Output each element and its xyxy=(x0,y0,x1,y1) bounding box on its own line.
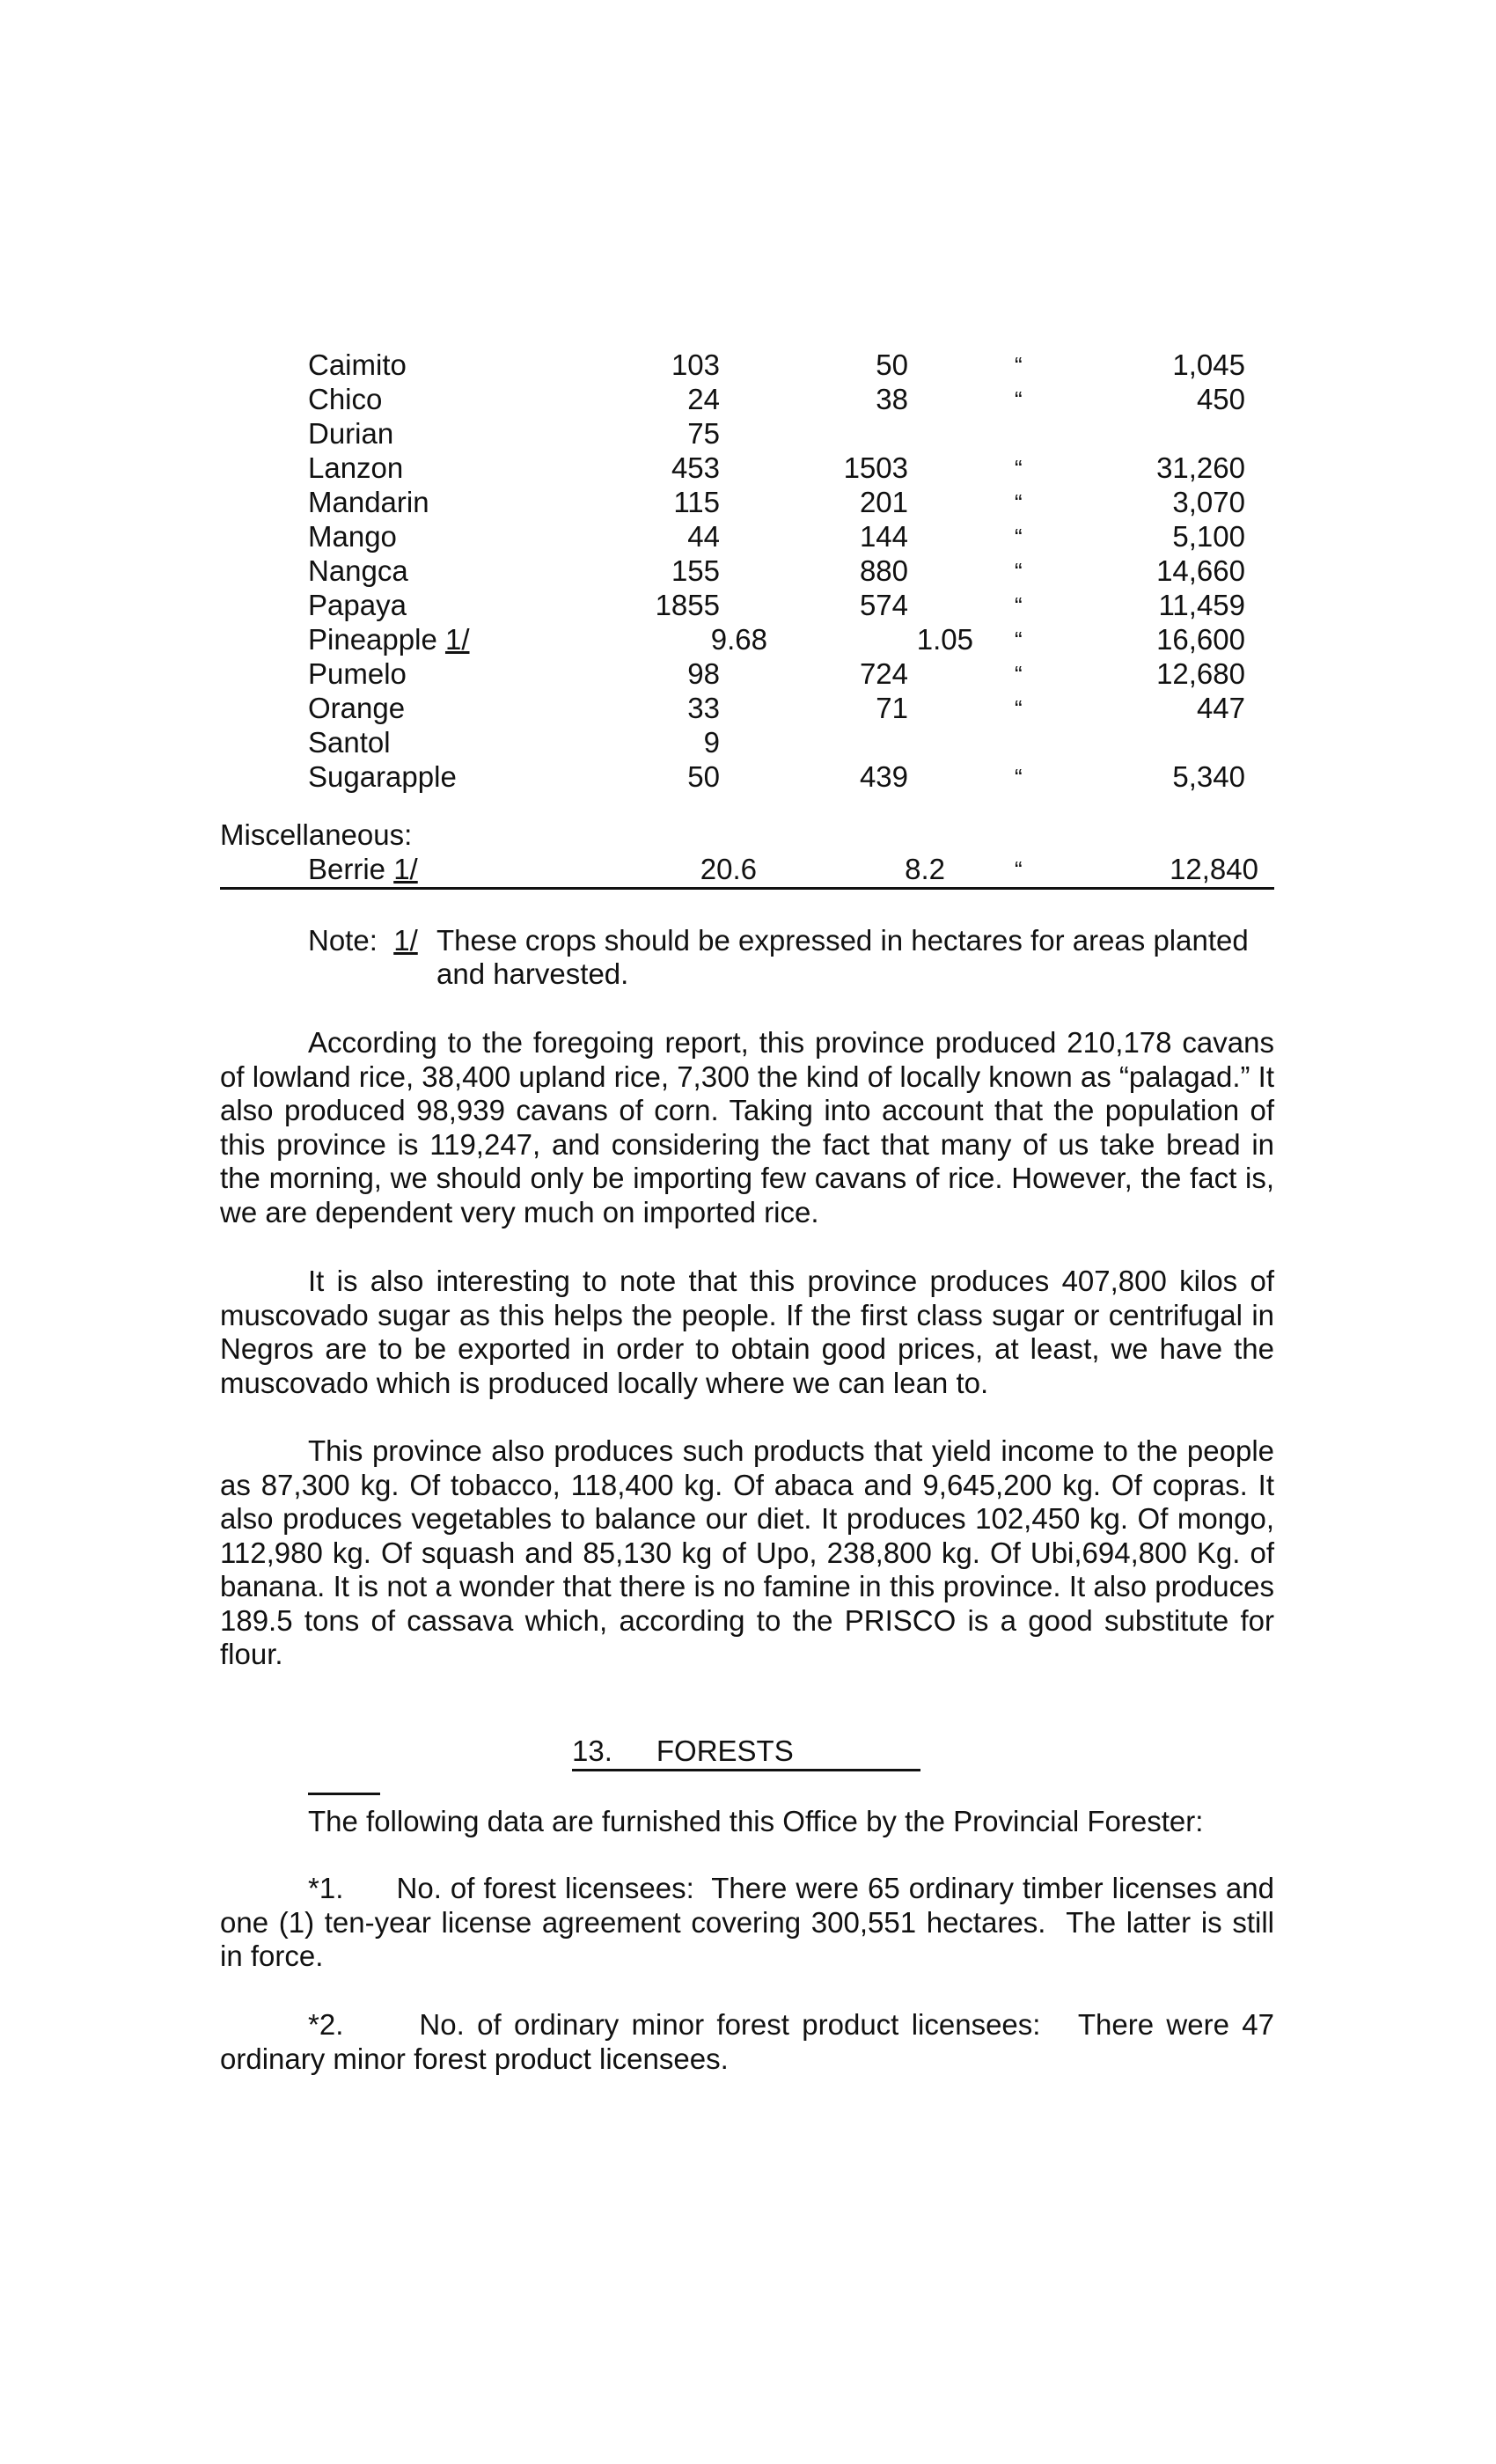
area-planted: 44 xyxy=(687,520,720,553)
forest-item-1: *1. No. of forest licensees: There were 65 ordinary timber licenses and one (1) ten-year license agreement covering 300,551 hectares. The latter is still in force. xyxy=(220,1872,1283,1972)
area-harvested: 201 xyxy=(859,486,908,518)
crop-name: Nangca xyxy=(308,554,408,587)
area-planted: 20.6 xyxy=(700,853,757,885)
note-footnote-ref: 1/ xyxy=(393,924,418,957)
crop-name: Pineapple xyxy=(308,623,437,656)
production: 16,600 xyxy=(1156,623,1245,656)
crop-name: Chico xyxy=(308,383,383,415)
area-harvested: 50 xyxy=(876,348,908,381)
crop-name: Pumelo xyxy=(308,657,407,690)
crop-name: Mango xyxy=(308,520,397,553)
note-label-text: Note: xyxy=(308,924,378,957)
area-harvested: 1.05 xyxy=(916,623,973,656)
area-planted: 155 xyxy=(671,554,720,587)
ditto-mark: “ xyxy=(1015,856,1023,883)
area-planted: 98 xyxy=(687,657,720,690)
crop-name: Berrie xyxy=(308,853,386,885)
ditto-mark: “ xyxy=(1015,695,1023,722)
area-harvested: 144 xyxy=(859,520,908,553)
production: 12,840 xyxy=(1170,853,1258,885)
crop-name: Durian xyxy=(308,417,394,450)
footnote-ref: 1/ xyxy=(444,623,470,656)
production: 3,070 xyxy=(1172,486,1245,518)
production: 447 xyxy=(1196,692,1245,724)
ditto-mark: “ xyxy=(1015,352,1023,378)
forest-item-2: *2. No. of ordinary minor forest product licensees: There were 47 ordinary minor forest product licensees. xyxy=(220,2008,1283,2075)
area-planted: 453 xyxy=(671,451,720,484)
area-planted: 33 xyxy=(687,692,720,724)
section-heading xyxy=(572,1734,920,1771)
production: 31,260 xyxy=(1156,451,1245,484)
area-planted: 103 xyxy=(671,348,720,381)
crop-name: Orange xyxy=(308,692,406,724)
production: 1,045 xyxy=(1172,348,1245,381)
area-harvested: 880 xyxy=(859,554,908,587)
ditto-mark: “ xyxy=(1015,386,1023,413)
paragraph-sugar: It is also interesting to note that this province produces 407,800 kilos of muscovado sugar as this helps the people. If the first class sugar or centrifugal in Negros are to be exported in order to obtain good prices, at least, we have the muscovado which is produced locally where we can lean to. xyxy=(220,1265,1274,1399)
production: 5,340 xyxy=(1172,760,1245,793)
area-harvested: 439 xyxy=(859,760,908,793)
table-bottom-rule xyxy=(220,887,1274,890)
paragraph-rice-corn: According to the foregoing report, this province produced 210,178 cavans of lowland rice, 38,400 upland rice, 7,300 the kind of locally known as “palagad.” It also produced 98,939 cavans of corn. Taking into account that the population of this province is 119,247, and considering the fact that many of us take bread in the morning, we should only be importing few cavans of rice. However, the fact is, we are dependent very much on imported rice. xyxy=(220,1026,1274,1228)
note-text: These crops should be expressed in hectares for areas planted and harvested. xyxy=(436,924,1249,990)
crop-name-with-footnote xyxy=(308,852,418,887)
area-harvested: 8.2 xyxy=(905,853,945,885)
crop-name-with-footnote xyxy=(308,622,470,657)
misc-section-label: Miscellaneous: xyxy=(220,818,413,851)
crop-name: Caimito xyxy=(308,348,407,381)
area-harvested: 38 xyxy=(876,383,908,415)
production: 5,100 xyxy=(1172,520,1245,553)
area-planted: 115 xyxy=(673,486,720,518)
forest-intro: The following data are furnished this Office by the Provincial Forester: xyxy=(308,1805,1204,1837)
ditto-mark: “ xyxy=(1015,764,1023,790)
area-planted: 75 xyxy=(687,417,720,450)
production: 450 xyxy=(1196,383,1245,415)
production: 11,459 xyxy=(1158,589,1245,621)
area-harvested: 574 xyxy=(859,589,908,621)
area-planted: 24 xyxy=(687,383,720,415)
footnote-ref: 1/ xyxy=(393,853,418,885)
area-planted: 9 xyxy=(703,726,720,759)
ditto-mark: “ xyxy=(1015,558,1023,584)
area-harvested: 1503 xyxy=(843,451,908,484)
production: 14,660 xyxy=(1156,554,1245,587)
crop-name: Sugarapple xyxy=(308,760,457,793)
area-harvested: 71 xyxy=(876,692,908,724)
crop-name: Santol xyxy=(308,726,391,759)
section-number: 13. xyxy=(572,1734,612,1767)
crop-name: Lanzon xyxy=(308,451,404,484)
area-planted: 9.68 xyxy=(710,623,767,656)
short-rule xyxy=(308,1793,380,1795)
note-label xyxy=(308,924,418,957)
ditto-mark: “ xyxy=(1015,592,1023,619)
ditto-mark: “ xyxy=(1015,627,1023,653)
ditto-mark: “ xyxy=(1015,455,1023,481)
area-planted: 1855 xyxy=(655,589,720,621)
paragraph-products: This province also produces such products that yield income to the people as 87,300 kg. Of tobacco, 118,400 kg. Of abaca and 9,645,200 kg. Of copras. It also produces vegetables to balance our diet. It produces 102,450 kg. Of mongo, 112,980 kg. Of squash and 85,130 kg of Upo, 238,800 kg. Of Ubi,694,800 Kg. of banana. It is not a wonder that there is no famine in this province. It also produces 189.5 tons of cassava which, according to the PRISCO is a good substitute for flour. xyxy=(220,1434,1274,1670)
ditto-mark: “ xyxy=(1015,489,1023,516)
crop-name: Papaya xyxy=(308,589,407,621)
crop-name: Mandarin xyxy=(308,486,429,518)
production: 12,680 xyxy=(1156,657,1245,690)
area-harvested: 724 xyxy=(859,657,908,690)
ditto-mark: “ xyxy=(1015,524,1023,550)
area-planted: 50 xyxy=(687,760,720,793)
section-title: FORESTS xyxy=(656,1734,794,1767)
ditto-mark: “ xyxy=(1015,661,1023,687)
